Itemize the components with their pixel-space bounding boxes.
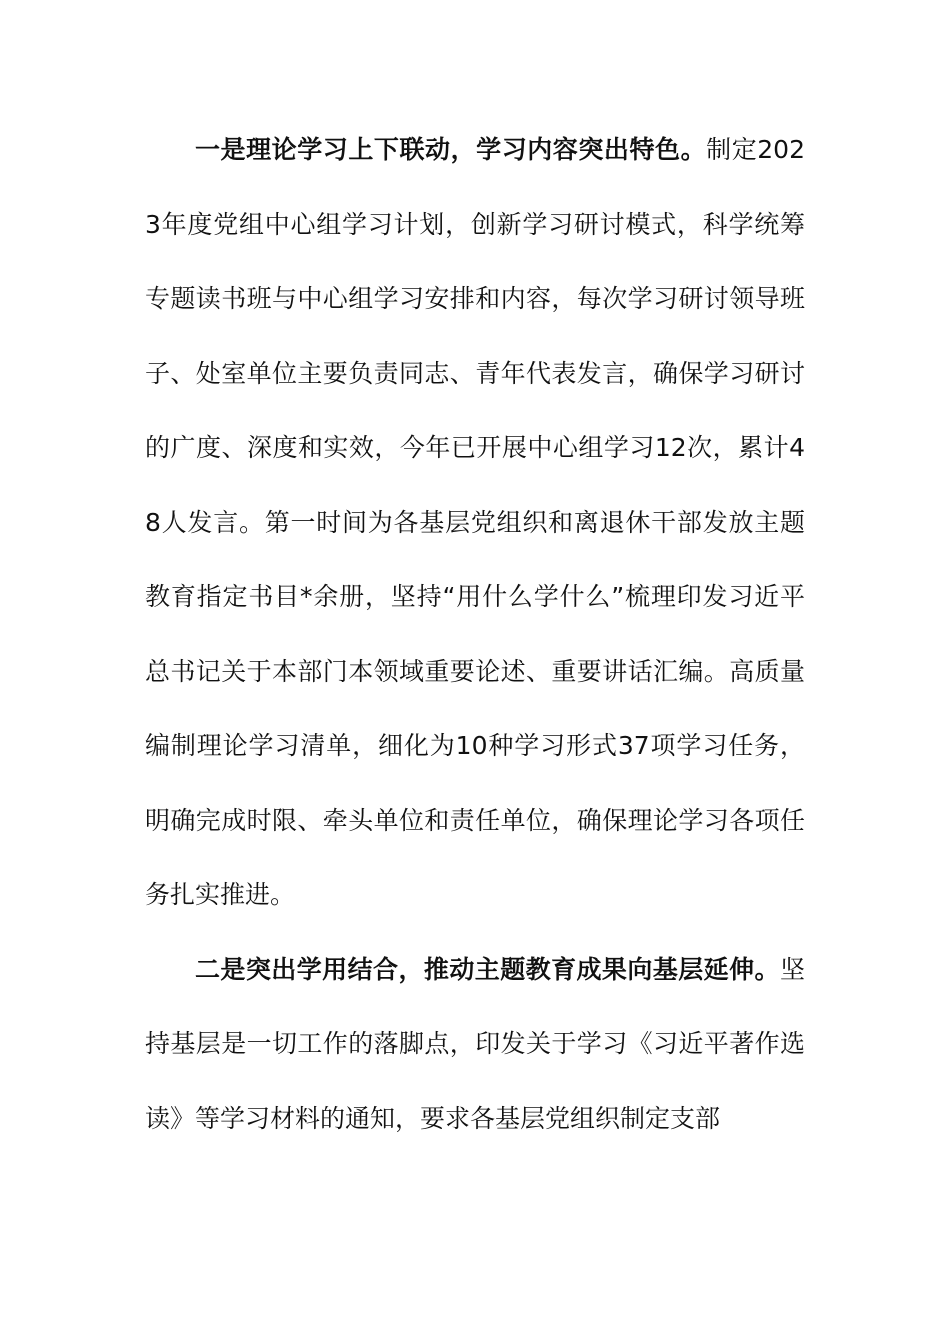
paragraph-2 — [145, 933, 805, 1157]
paragraph-2-lead: 二是突出学用结合，推动主题教育成果向基层延伸。 — [195, 954, 780, 984]
paragraph-1 — [145, 113, 805, 933]
paragraph-2-body: 坚持基层是一切工作的落脚点，印发关于学习《习近平著作选读》等学习材料的通知，要求各基层党组织制定支部 — [145, 954, 805, 1133]
document-body — [145, 113, 805, 1156]
paragraph-1-body: 制定2023年度党组中心组学习计划，创新学习研讨模式，科学统筹专题读书班与中心组学习安排和内容，每次学习研讨领导班子、处室单位主要负责同志、青年代表发言，确保学习研讨的广度、深度和实效，今年已开展中心组学习12次，累计48人发言。第一时间为各基层党组织和离退休干部发放主题教育指定书目*余册，坚持“用什么学什么”梳理印发习近平总书记关于本部门本领域重要论述、重要讲话汇编。高质量编制理论学习清单，细化为10种学习形式37项学习任务，明确完成时限、牵头单位和责任单位，确保理论学习各项任务扎实推进。 — [145, 135, 805, 909]
paragraph-1-lead: 一是理论学习上下联动，学习内容突出特色。 — [195, 135, 707, 164]
